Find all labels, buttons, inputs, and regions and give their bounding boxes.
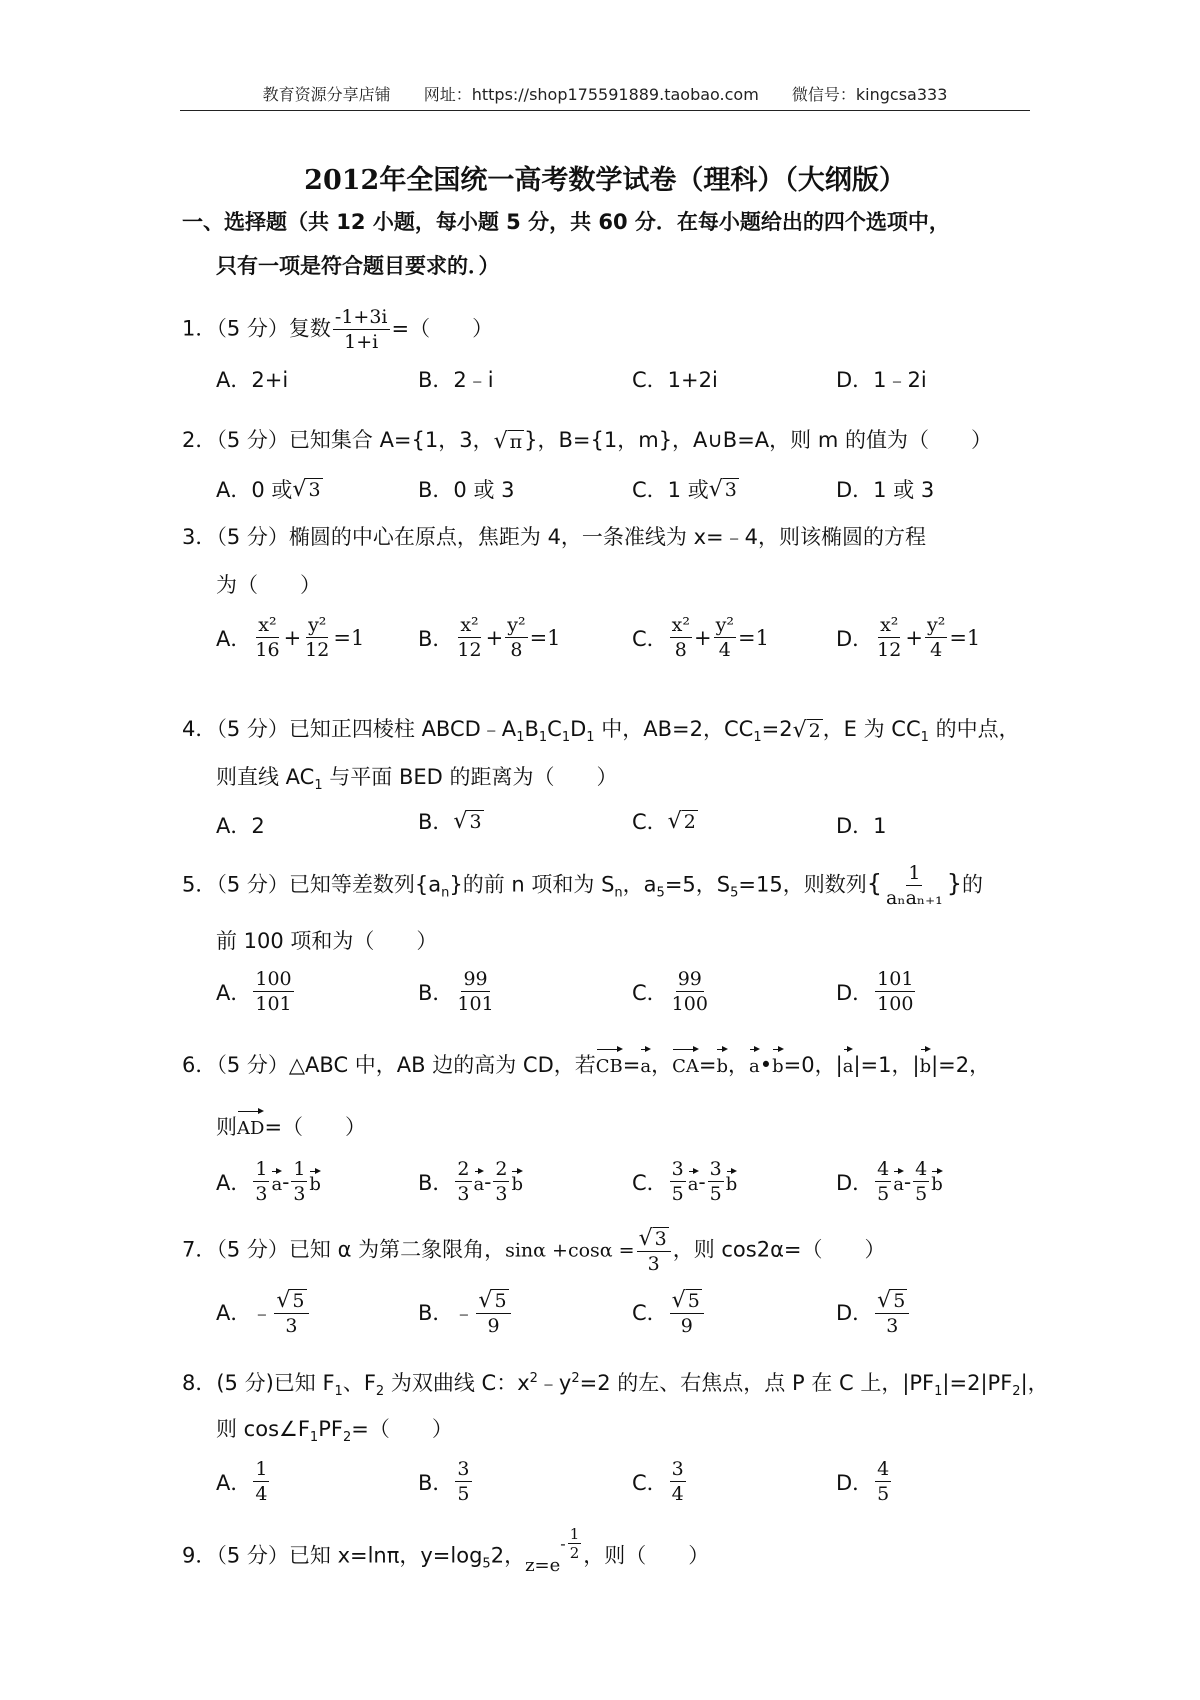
q5-frac-1-den: 101	[457, 993, 494, 1015]
q7-option-a	[216, 1288, 311, 1337]
q8-t7: |，	[1020, 1371, 1049, 1395]
q3-option-d	[836, 614, 980, 661]
q4-c-label: C．	[632, 810, 668, 834]
q6-frac-b-0-den: 3	[293, 1183, 306, 1205]
q4-option-b: B． √ 3	[418, 806, 484, 836]
q6-t3: |=1，|	[853, 1053, 920, 1077]
q5-fnum: 1	[908, 862, 921, 884]
q7-opt-sqrt-2-sign: √	[671, 1287, 686, 1313]
q6-label-3: D．	[836, 1170, 874, 1195]
q9-t3: ，则（ ）	[583, 1543, 710, 1568]
q8-option-d	[836, 1458, 893, 1505]
q6-frac-a-1-num: 2	[457, 1158, 470, 1180]
q5-frac-2-num: 99	[677, 968, 702, 990]
q8-s3: 1	[934, 1384, 943, 1400]
q8-frac-0-den: 4	[255, 1483, 268, 1505]
shop-url: 网址：https://shop175591889.taobao.com	[423, 85, 759, 104]
q6-frac-a-1	[455, 1158, 471, 1205]
q6-vec-ad: AD	[237, 1108, 264, 1144]
q5-label-1: B．	[418, 980, 454, 1005]
question-7-line1	[182, 1226, 886, 1275]
q4-t8: 的中点，	[928, 717, 1020, 741]
q4-s4: 1	[586, 730, 595, 746]
question-2	[182, 425, 992, 455]
q5-frac-3-num: 101	[877, 968, 914, 990]
q5-frac-2	[670, 968, 710, 1015]
q4-option-c: C． √ 2	[632, 806, 698, 836]
q6-label-0: A．	[216, 1170, 252, 1195]
q9-expsign: -	[560, 1533, 566, 1553]
question-5-line2: 前 100 项和为（ ）	[216, 929, 438, 953]
q8-l2c: =（ ）	[351, 1417, 453, 1441]
q2-text1: 2．（5 分）已知集合 A={1，3，	[182, 428, 494, 452]
q3-frac-y-2-den: 4	[718, 639, 731, 661]
question-8-line1	[182, 1364, 1049, 1407]
q4-b-rad: 3	[469, 810, 482, 833]
q4-t1: 4．（5 分）已知正四棱柱 ABCD﹣A	[182, 717, 517, 741]
q5-t1: 5．（5 分）已知等差数列{a	[182, 872, 442, 897]
q2-a-rad: 3	[308, 478, 321, 501]
q7-opt-sqrt-3	[877, 1289, 907, 1312]
q2-rad: π	[509, 430, 523, 453]
q6-t4: |=2，	[931, 1053, 991, 1077]
q8-l2b: PF	[318, 1417, 343, 1441]
q5-label-3: D．	[836, 980, 874, 1005]
q3-label-3: D．	[836, 626, 874, 651]
q8-s1: 1	[334, 1384, 343, 1400]
q7-frac-3	[875, 1288, 909, 1337]
q5-frac-3-den: 100	[877, 993, 914, 1015]
q1-option-c: C．1+2i	[632, 368, 718, 392]
q8-frac-3-den: 5	[877, 1483, 890, 1505]
q7-sign-0: ﹣	[251, 1301, 273, 1326]
q3-eq-0: =1	[333, 625, 365, 650]
q1-option-d: D．1﹣2i	[836, 368, 927, 392]
q3-eq-2: =1	[737, 625, 769, 650]
q7-opt-sqrt-0	[276, 1289, 306, 1312]
q8-frac-1	[455, 1458, 471, 1505]
q6-frac-a-3-num: 4	[877, 1158, 890, 1180]
q5-option-c	[632, 968, 712, 1015]
q8-label-3: D．	[836, 1470, 874, 1495]
q5-frac-0	[253, 968, 293, 1015]
section-heading-line1: 一、选择题（共 12 小题，每小题 5 分，共 60 分．在每小题给出的四个选项中，	[182, 210, 950, 234]
q5-t5: =15，则数列	[738, 872, 867, 897]
q6-frac-b-0	[291, 1158, 307, 1205]
q1-fraction	[333, 306, 390, 353]
q2-c-label: C．1 或	[632, 478, 709, 502]
q5-frac-1	[455, 968, 495, 1015]
q5-frac-1-num: 99	[463, 968, 488, 990]
q7-frac-3-num	[875, 1288, 909, 1314]
q7-frac-1	[476, 1288, 510, 1337]
q6-l2b: =（ ）	[264, 1115, 367, 1139]
page-header	[180, 82, 1030, 105]
q6-opt-vec-a-1: a	[474, 1168, 485, 1195]
q8-option-a	[216, 1458, 271, 1505]
q6-frac-b-1-num: 2	[495, 1158, 508, 1180]
q6-opt-vec-a-2: a	[688, 1168, 699, 1195]
q4-s6: 1	[920, 730, 929, 746]
q6-option-c	[632, 1158, 737, 1205]
q4-t6: =2	[761, 717, 793, 741]
q6-frac-a-0-den: 3	[255, 1183, 268, 1205]
q7-opt-sqrt-2-val: 5	[687, 1289, 700, 1312]
q8-sup2: 2	[571, 1371, 580, 1386]
q7-frac-1-num	[476, 1288, 510, 1314]
q4-s1: 1	[516, 730, 525, 746]
q3-frac-x-0	[253, 614, 281, 661]
q7-label-3: D．	[836, 1301, 874, 1326]
q1-den: 1+i	[344, 331, 379, 353]
q9-t2: 2，	[490, 1543, 526, 1568]
q5-frac-2-den: 100	[671, 993, 708, 1015]
q7-frac-2	[670, 1288, 704, 1337]
q1-num: -1+3i	[334, 306, 388, 328]
q9-sub: 5	[482, 1556, 491, 1572]
header-divider	[180, 110, 1030, 111]
q4-l2b: 与平面 BED 的距离为（ ）	[322, 765, 618, 789]
q3-frac-y-2-num: y²	[715, 614, 734, 636]
q6-option-b	[418, 1158, 523, 1205]
q3-frac-x-2-den: 8	[674, 639, 687, 661]
q3-label-2: C．	[632, 626, 668, 651]
q6-minus-2: -	[698, 1169, 706, 1194]
q6-frac-a-0	[253, 1158, 269, 1205]
q6-minus-3: -	[904, 1169, 912, 1194]
q6-frac-b-3-num: 4	[915, 1158, 928, 1180]
q1-suffix: =（ ）	[391, 316, 494, 341]
q7-expr: sinα +cosα =	[505, 1239, 635, 1262]
q5-label-2: C．	[632, 980, 668, 1005]
q8-t1: 8．(5 分)已知 F	[182, 1371, 335, 1395]
q7-den: 3	[647, 1252, 660, 1275]
q6-t2: =0，|	[783, 1053, 843, 1077]
q3-plus-1: +	[485, 625, 504, 650]
q6-vec-cb: CB	[596, 1046, 623, 1082]
q3-plus-2: +	[694, 625, 712, 650]
q1-option-a: A．2+i	[216, 368, 289, 392]
q2-option-a: A．0 或 √ 3	[216, 474, 323, 504]
q8-frac-0	[253, 1458, 269, 1505]
q1-option-b: B．2﹣i	[418, 368, 494, 392]
q1-prefix: 1．（5 分）复数	[182, 316, 331, 341]
q7-opt-sqrt-2	[672, 1289, 702, 1312]
q8-frac-3	[875, 1458, 891, 1505]
q5-frac-0-num: 100	[255, 968, 292, 990]
q8-label-2: C．	[632, 1470, 668, 1495]
q5-s2: n	[614, 885, 623, 901]
q5-t3: ，a	[622, 872, 657, 897]
q6-t1: 6．（5 分）△ABC 中，AB 边的高为 CD，若	[182, 1053, 596, 1077]
q4-s3: 1	[561, 730, 571, 746]
q8-option-b	[418, 1458, 474, 1505]
q8-frac-2-num: 3	[671, 1458, 684, 1480]
q7-opt-sqrt-1-val: 5	[494, 1289, 507, 1312]
q8-l2a: 则 cos∠F	[216, 1417, 310, 1441]
q8-frac-1-num: 3	[457, 1458, 470, 1480]
q8-label-1: B．	[418, 1470, 454, 1495]
q7-label-0: A．	[216, 1301, 252, 1326]
q4-t7: ，E 为 CC	[822, 717, 921, 741]
question-1	[182, 306, 493, 353]
q5-frac-3	[875, 968, 915, 1015]
q2-option-b: B．0 或 3	[418, 478, 515, 502]
q6-frac-b-1	[493, 1158, 509, 1205]
q7-fraction: √ 3 3	[637, 1226, 671, 1275]
q3-frac-x-1	[455, 614, 483, 661]
q2-text2: }，B={1，m}，A∪B=A，则 m 的值为（ ）	[524, 428, 992, 452]
q3-frac-y-2	[714, 614, 736, 661]
q7-frac-3-den: 3	[886, 1314, 899, 1337]
q8-s2: 2	[375, 1384, 385, 1400]
q8-t6: |=2|PF	[942, 1371, 1013, 1395]
q5-option-d	[836, 968, 917, 1015]
q6-opt-vec-b-3: b	[931, 1168, 943, 1195]
q3-eq-3: =1	[949, 625, 981, 650]
q3-frac-x-1-den: 12	[457, 639, 482, 661]
q8-frac-1-den: 5	[457, 1483, 470, 1505]
q3-frac-y-0-num: y²	[308, 614, 327, 636]
q6-frac-a-0-num: 1	[255, 1158, 268, 1180]
q5-fden: aₙaₙ₊₁	[886, 887, 943, 909]
q5-option-b	[418, 968, 498, 1015]
q5-t2: }的前 n 项和为 S	[449, 872, 615, 897]
q2-sqrt: √ π	[493, 428, 523, 454]
q8-sup1: 2	[529, 1371, 538, 1386]
shop-name: 教育资源分享店铺	[262, 85, 391, 104]
q6-vec-b3: b	[920, 1046, 932, 1082]
q5-option-a	[216, 968, 296, 1015]
q6-minus-0: -	[282, 1169, 290, 1194]
q3-frac-y-0	[303, 614, 331, 661]
q7-option-c	[632, 1288, 706, 1337]
q7-label-1: B．	[418, 1301, 454, 1326]
q6-frac-b-0-num: 1	[293, 1158, 306, 1180]
q5-s4: 5	[730, 885, 739, 901]
q3-frac-x-2	[670, 614, 692, 661]
q4-t4: D	[570, 717, 587, 741]
question-3-line1: 3．（5 分）椭圆的中心在原点，焦距为 4，一条准线为 x=﹣4，则该椭圆的方程	[182, 525, 926, 549]
q3-frac-y-0-den: 12	[305, 639, 330, 661]
question-3-line2: 为（ ）	[216, 573, 321, 597]
q6-label-2: C．	[632, 1170, 668, 1195]
q4-t3: C	[547, 717, 562, 741]
q5-t6: 的	[962, 872, 984, 897]
q6-opt-vec-b-2: b	[726, 1168, 738, 1195]
q6-opt-vec-b-1: b	[511, 1168, 523, 1195]
q6-vec-b2: b	[772, 1046, 784, 1082]
q8-t5: =2 的左、右焦点，点 P 在 C 上，|PF	[579, 1371, 935, 1395]
wechat-id: 微信号：kingcsa333	[791, 85, 948, 104]
q7-option-b	[418, 1288, 513, 1337]
q6-vec-a3: a	[843, 1046, 854, 1082]
q3-option-c	[632, 614, 769, 661]
q8-frac-0-num: 1	[255, 1458, 268, 1480]
q9-expnum: 1	[569, 1525, 580, 1543]
q3-frac-y-3-num: y²	[926, 614, 946, 636]
q3-option-a	[216, 614, 364, 661]
q6-frac-b-2-num: 3	[709, 1158, 722, 1180]
q6-minus-1: -	[484, 1169, 492, 1194]
q4-b-label: B．	[418, 810, 454, 834]
q7-frac-0-num	[274, 1288, 308, 1314]
q6-eq1: =	[622, 1053, 641, 1077]
q5-frac-0-den: 101	[255, 993, 292, 1015]
q4-t5: 中，AB=2，CC	[594, 717, 754, 741]
q3-plus-3: +	[905, 625, 923, 650]
q3-frac-x-3-den: 12	[877, 639, 902, 661]
q8-frac-3-num: 4	[877, 1458, 890, 1480]
q5-label-0: A．	[216, 980, 252, 1005]
q5-s3: 5	[656, 885, 665, 901]
q7-opt-sqrt-0-val: 5	[292, 1289, 305, 1312]
q7-opt-sqrt-3-sign: √	[877, 1287, 892, 1313]
q6-frac-b-1-den: 3	[495, 1183, 508, 1205]
question-4-line1: 4．（5 分）已知正四棱柱 $ABCD﹣A_1B_1C_1D_1$ 中，AB=2，$CC_1=2$ √ 2 ，E 为 $CC_1$ 的中点，	[182, 717, 1020, 746]
q6-l2a: 则	[216, 1115, 237, 1139]
q2-a-label: A．0 或	[216, 478, 293, 502]
q7-opt-sqrt-1	[478, 1289, 508, 1312]
q7-frac-2-den: 9	[680, 1314, 693, 1337]
q6-frac-b-3-den: 5	[915, 1183, 928, 1205]
q6-frac-a-1-den: 3	[457, 1183, 470, 1205]
q7-frac-0-den: 3	[285, 1314, 298, 1337]
question-6-line2	[216, 1108, 366, 1144]
q5-s1: n	[441, 885, 450, 901]
q6-vec-ca: CA	[672, 1046, 699, 1082]
q4-rad: 2	[808, 719, 821, 742]
q5-seq-fraction	[884, 862, 945, 909]
page-title: 2012年全国统一高考数学试卷（理科）（大纲版）	[304, 165, 906, 196]
q7-sign-1: ﹣	[453, 1301, 475, 1326]
q8-option-c	[632, 1458, 688, 1505]
q7-frac-0	[274, 1288, 308, 1337]
q6-frac-a-2	[670, 1158, 686, 1205]
q6-opt-vec-a-0: a	[271, 1168, 282, 1195]
q8-label-0: A．	[216, 1470, 252, 1495]
q6-frac-a-3	[875, 1158, 891, 1205]
question-5-line1: 5．（5 分）已知等差数列$\{a_n\}$的前 n 项和为 $S_n$，$a_5=5$，$S_5=15$，则数列{ $\frac{1}{\text{aₙaₙ₊₁}}$ }的	[182, 862, 984, 909]
q6-frac-a-2-num: 3	[671, 1158, 684, 1180]
q7-rad: 3	[654, 1227, 667, 1250]
section-heading-line2: 只有一项是符合题目要求的．）	[216, 254, 500, 278]
q6-eq2: =	[698, 1053, 717, 1077]
q5-t4: =5，S	[664, 872, 731, 897]
q7-t2: ，则 cos2α=（ ）	[672, 1237, 886, 1262]
q7-frac-2-num	[670, 1288, 704, 1314]
q3-frac-y-3-den: 4	[930, 639, 943, 661]
q2-option-d: D．1 或 3	[836, 478, 935, 502]
q3-eq-1: =1	[529, 625, 561, 650]
question-8-line2	[216, 1414, 453, 1453]
q6-option-d	[836, 1158, 943, 1205]
q4-option-d: D．1	[836, 814, 887, 838]
q7-frac-1-den: 9	[487, 1314, 500, 1337]
question-4-line2	[216, 762, 618, 801]
q8-t4: ﹣y	[537, 1371, 572, 1395]
q3-frac-x-2-num: x²	[671, 614, 691, 636]
q8-l2s2: 2	[342, 1430, 352, 1446]
q3-label-1: B．	[418, 626, 454, 651]
q7-label-2: C．	[632, 1301, 668, 1326]
q6-frac-b-3	[913, 1158, 929, 1205]
q3-frac-y-3	[925, 614, 947, 661]
q6-frac-a-3-den: 5	[877, 1183, 890, 1205]
q6-dot: •	[759, 1053, 773, 1077]
q3-frac-x-3-num: x²	[880, 614, 899, 636]
q9-expden: 2	[569, 1544, 580, 1562]
q6-opt-vec-b-0: b	[309, 1168, 321, 1195]
question-9-line1	[182, 1525, 710, 1580]
q7-t1: 7．（5 分）已知 α 为第二象限角，	[182, 1237, 506, 1262]
q2-c-rad: 3	[724, 478, 737, 501]
q7-opt-sqrt-3-val: 5	[893, 1289, 906, 1312]
q6-vec-a: a	[640, 1046, 651, 1082]
q6-frac-a-2-den: 5	[671, 1183, 684, 1205]
q6-option-a	[216, 1158, 321, 1205]
q7-option-d	[836, 1288, 911, 1337]
q8-t2: 、F	[342, 1371, 376, 1395]
q3-frac-y-1-den: 8	[510, 639, 523, 661]
q8-frac-2	[670, 1458, 686, 1505]
q7-opt-sqrt-1-sign: √	[478, 1287, 493, 1313]
q3-frac-x-0-num: x²	[258, 614, 277, 636]
q3-frac-y-1-num: y²	[507, 614, 526, 636]
q9-t1: 9．（5 分）已知 x=lnπ，y=log	[182, 1543, 483, 1568]
q6-vec-b: b	[716, 1046, 728, 1082]
q3-frac-x-0-den: 16	[255, 639, 280, 661]
q4-l2s: 1	[314, 778, 323, 794]
q4-s5: 1	[753, 730, 762, 746]
q9-z: z=e	[525, 1554, 561, 1576]
q8-l2s1: 1	[309, 1430, 319, 1446]
q6-label-1: B．	[418, 1170, 454, 1195]
q6-frac-b-2	[708, 1158, 724, 1205]
question-6-line1: 6．（5 分）△ABC 中，AB 边的高为 CD，若CB=a，CA=b，a•b=0，|a|=1，|b|=2，	[182, 1046, 990, 1082]
q3-plus-0: +	[283, 625, 302, 650]
q8-t3: 为双曲线 C：x	[384, 1371, 530, 1395]
q3-option-b	[418, 614, 561, 661]
q4-s2: 1	[538, 730, 548, 746]
q3-frac-x-3	[875, 614, 903, 661]
q3-frac-x-1-num: x²	[460, 614, 479, 636]
q4-option-a: A．2	[216, 814, 265, 838]
q6-vec-a2: a	[749, 1046, 760, 1082]
q4-l2a: 则直线 AC	[216, 765, 315, 789]
q7-opt-sqrt-0-sign: √	[276, 1287, 291, 1313]
q6-opt-vec-a-3: a	[893, 1168, 904, 1195]
q4-c-rad: 2	[683, 810, 696, 833]
q3-frac-y-1	[505, 614, 527, 661]
q3-label-0: A．	[216, 626, 252, 651]
q2-option-c: C．1 或 √ 3	[632, 474, 739, 504]
q4-t2: B	[524, 717, 539, 741]
q8-s4: 2	[1012, 1384, 1021, 1400]
q8-frac-2-den: 4	[671, 1483, 684, 1505]
q6-frac-b-2-den: 5	[709, 1183, 722, 1205]
